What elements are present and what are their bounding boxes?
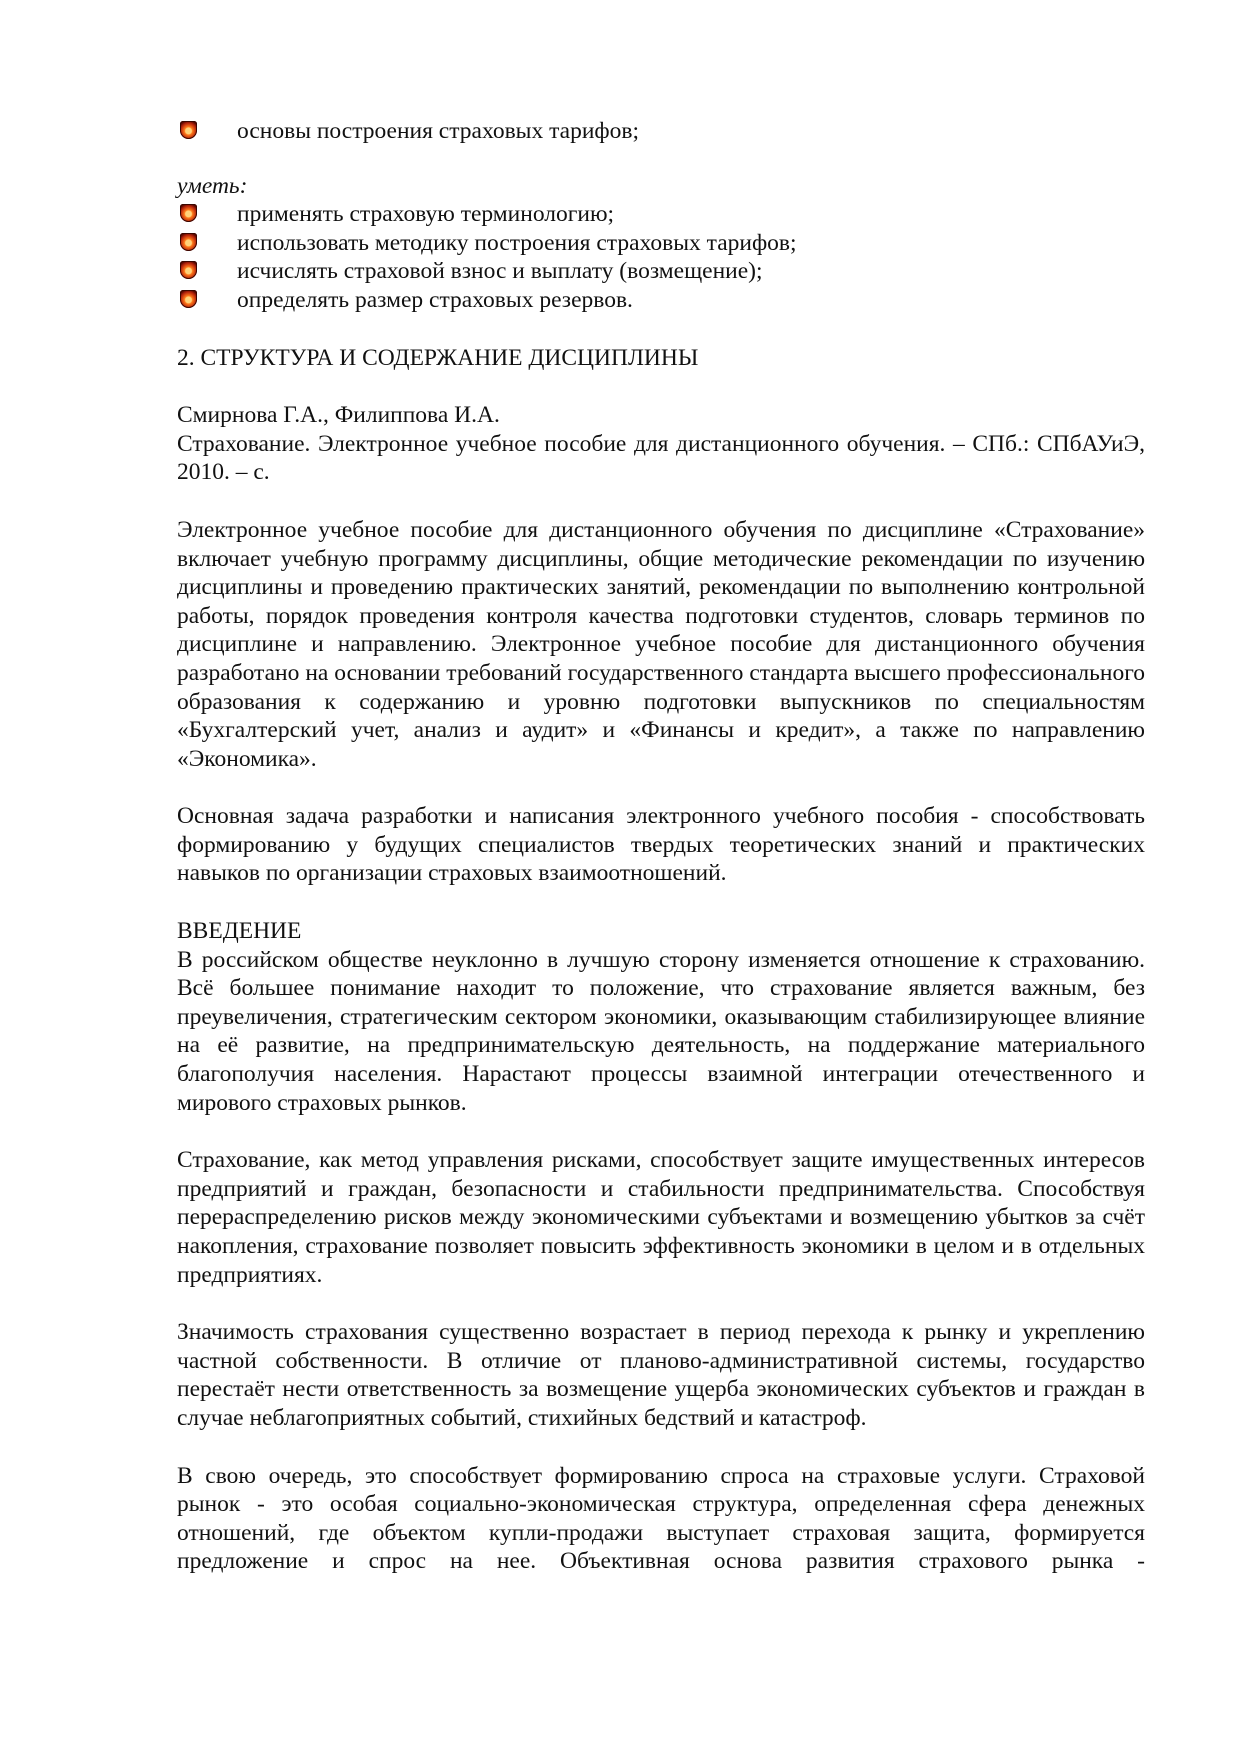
paragraph-intro-4: В свою очередь, это способствует формированию спроса на страховые услуги. Страховой рынок - это особая социально-экономическая структура, определенная сфера денежных отношений, где объектом купли-продажи выступает страховая защита, формируется предложение и спрос на нее. Объективная основа развития страхового рынка - <box>177 1462 1145 1575</box>
list-item <box>177 200 1145 229</box>
paragraph-task: Основная задача разработки и написания электронного учебного пособия - способствовать формированию у будущих специалистов твердых теоретических знаний и практических навыков по организации страховых взаимоотношений. <box>177 803 1145 887</box>
document-content <box>177 117 1145 1576</box>
paragraph-intro-2: Страхование, как метод управления рисками, способствует защите имущественных интересов предприятий и граждан, безопасности и стабильности предпринимательства. Способствуя перераспределению рисков между экономическими субъектами и возмещению убытков за счёт накопления, страхование позволяет повысить эффективность экономики в целом и в отдельных предприятиях. <box>177 1147 1145 1288</box>
shield-bullet-icon <box>180 261 197 279</box>
citation: Страхование. Электронное учебное пособие для дистанционного обучения. – СПб.: СПбАУиЭ, 2010. – с. <box>177 430 1145 486</box>
list-item-text: определять размер страховых резервов. <box>237 286 633 313</box>
shield-bullet-icon <box>180 204 197 222</box>
shield-bullet-icon <box>180 233 197 251</box>
paragraph-description: Электронное учебное пособие для дистанционного обучения по дисциплине «Страхование» включает учебную программу дисциплины, общие методические рекомендации по изучению дисциплины и проведению практических занятий, рекомендации по выполнению контрольной работы, порядок проведения контроля качества подготовки студентов, словарь терминов по дисциплине и направлению. Электронное учебное пособие для дистанционного обучения разработано на основании требований государственного стандарта высшего профессионального образования к содержанию и уровню подготовки выпускников по специальностям «Бухгалтерский учет, анализ и аудит» и «Финансы и кредит», а также по направлению «Экономика». <box>177 516 1145 772</box>
list-item <box>177 286 1145 315</box>
list-item-text: исчислять страховой взнос и выплату (возмещение); <box>237 258 763 285</box>
paragraph-intro-3: Значимость страхования существенно возрастает в период перехода к рынку и укреплению частной собственности. В отличие от планово-административной системы, государство перестаёт нести ответственность за возмещение ущерба экономических субъектов и граждан в случае неблагоприятных событий, стихийных бедствий и катастроф. <box>177 1319 1145 1431</box>
shield-bullet-icon <box>180 121 197 139</box>
list-item-text: использовать методику построения страховых тарифов; <box>237 229 797 256</box>
list-item <box>177 229 1145 258</box>
umet-label: уметь: <box>177 172 248 199</box>
intro-heading: ВВЕДЕНИЕ <box>177 918 302 945</box>
authors: Смирнова Г.А., Филиппова И.А. <box>177 402 500 429</box>
paragraph-intro-1: В российском обществе неуклонно в лучшую сторону изменяется отношение к страхованию. Всё большее понимание находит то положение, что страхование является важным, без преувеличения, стратегическим сектором экономики, оказывающим стабилизирующее влияние на её развитие, на предпринимательскую деятельность, на поддержание материального благополучия населения. Нарастают процессы взаимной интеграции отечественного и мирового страховых рынков. <box>177 946 1145 1116</box>
list-item <box>177 257 1145 286</box>
shield-bullet-icon <box>180 290 197 308</box>
section-heading: 2. СТРУКТУРА И СОДЕРЖАНИЕ ДИСЦИПЛИНЫ <box>177 344 699 371</box>
list-item-text: применять страховую терминологию; <box>237 201 615 228</box>
list-item <box>177 117 1145 146</box>
list-item-text: основы построения страховых тарифов; <box>237 118 640 144</box>
